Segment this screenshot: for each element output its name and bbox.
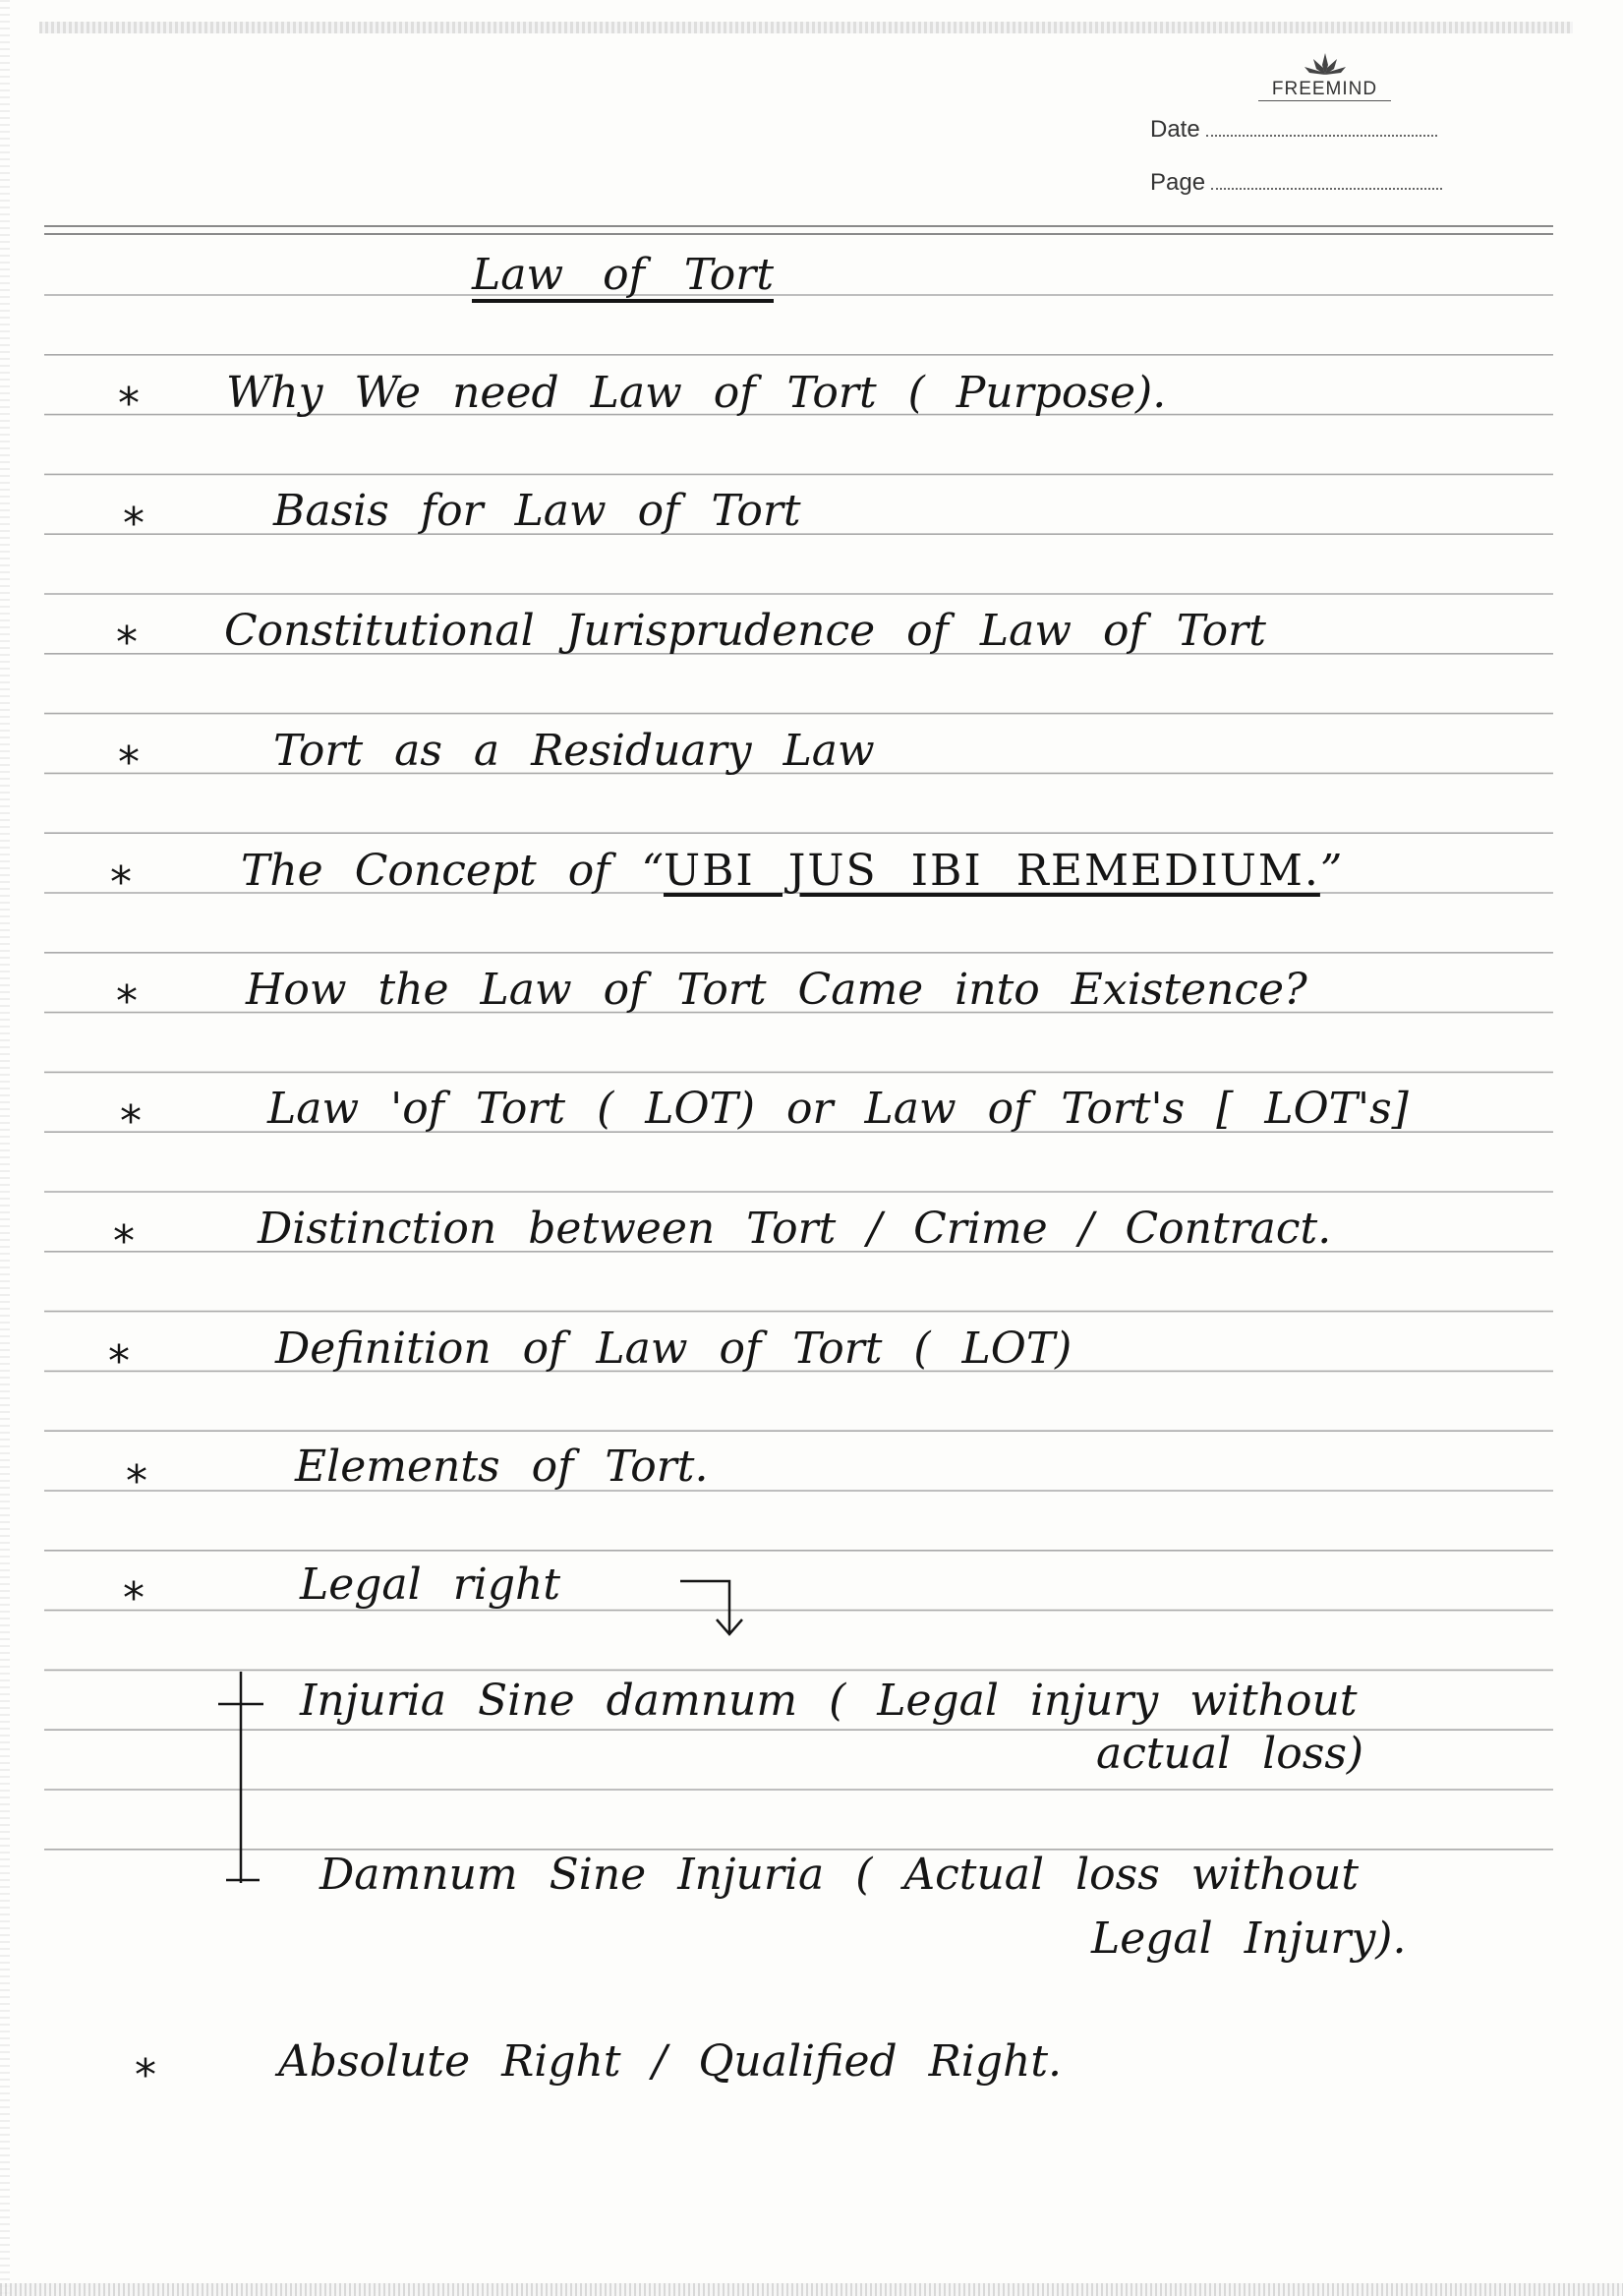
list-item: Legal right: [300, 1560, 561, 1610]
bullet-star: *: [123, 499, 145, 549]
list-item: Constitutional Jurisprudence of Law of Tort: [224, 606, 1266, 656]
legal-right-branch: Legal Injury).: [1091, 1913, 1407, 1964]
list-item: Distinction between Tort / Crime / Contract.: [258, 1204, 1332, 1254]
page-title: Law of Tort: [472, 250, 774, 300]
bullet-star: *: [108, 1336, 130, 1386]
bullet-star: *: [118, 737, 140, 788]
latin-maxim: UBI JUS IBI REMEDIUM.: [663, 846, 1320, 896]
legal-right-branch: Injuria Sine damnum ( Legal injury without: [300, 1676, 1358, 1726]
bullet-star: *: [118, 379, 140, 429]
list-item: Definition of Law of Tort ( LOT): [275, 1324, 1072, 1374]
list-item: Absolute Right / Qualified Right.: [278, 2036, 1063, 2087]
close-quote: ”: [1319, 846, 1343, 896]
bullet-star: *: [120, 1096, 142, 1147]
list-item: Why We need Law of Tort ( Purpose).: [226, 368, 1167, 418]
bullet-star: *: [113, 1216, 135, 1266]
legal-right-branch: actual loss): [1096, 1729, 1364, 1779]
list-item: Elements of Tort.: [295, 1442, 709, 1492]
brand-name: FREEMIND: [1258, 79, 1391, 101]
list-item: Law 'of Tort ( LOT) or Law of Tort's [ LOT's]: [267, 1084, 1409, 1134]
list-item: How the Law of Tort Came into Existence?: [246, 965, 1307, 1015]
list-item-text: The Concept of: [241, 846, 642, 896]
list-item: Basis for Law of Tort: [273, 486, 801, 536]
bullet-star: *: [110, 857, 132, 908]
open-quote: “: [641, 846, 664, 896]
date-label: Date: [1150, 116, 1200, 143]
bullet-star: *: [135, 2050, 156, 2100]
bullet-star: *: [116, 618, 138, 668]
page-label: Page: [1150, 169, 1206, 196]
list-item: Tort as a Residuary Law: [273, 726, 875, 776]
bullet-star: *: [123, 1573, 145, 1623]
bullet-star: *: [126, 1456, 147, 1506]
legal-right-branch: Damnum Sine Injuria ( Actual loss without: [319, 1850, 1360, 1900]
bullet-star: *: [116, 976, 138, 1027]
